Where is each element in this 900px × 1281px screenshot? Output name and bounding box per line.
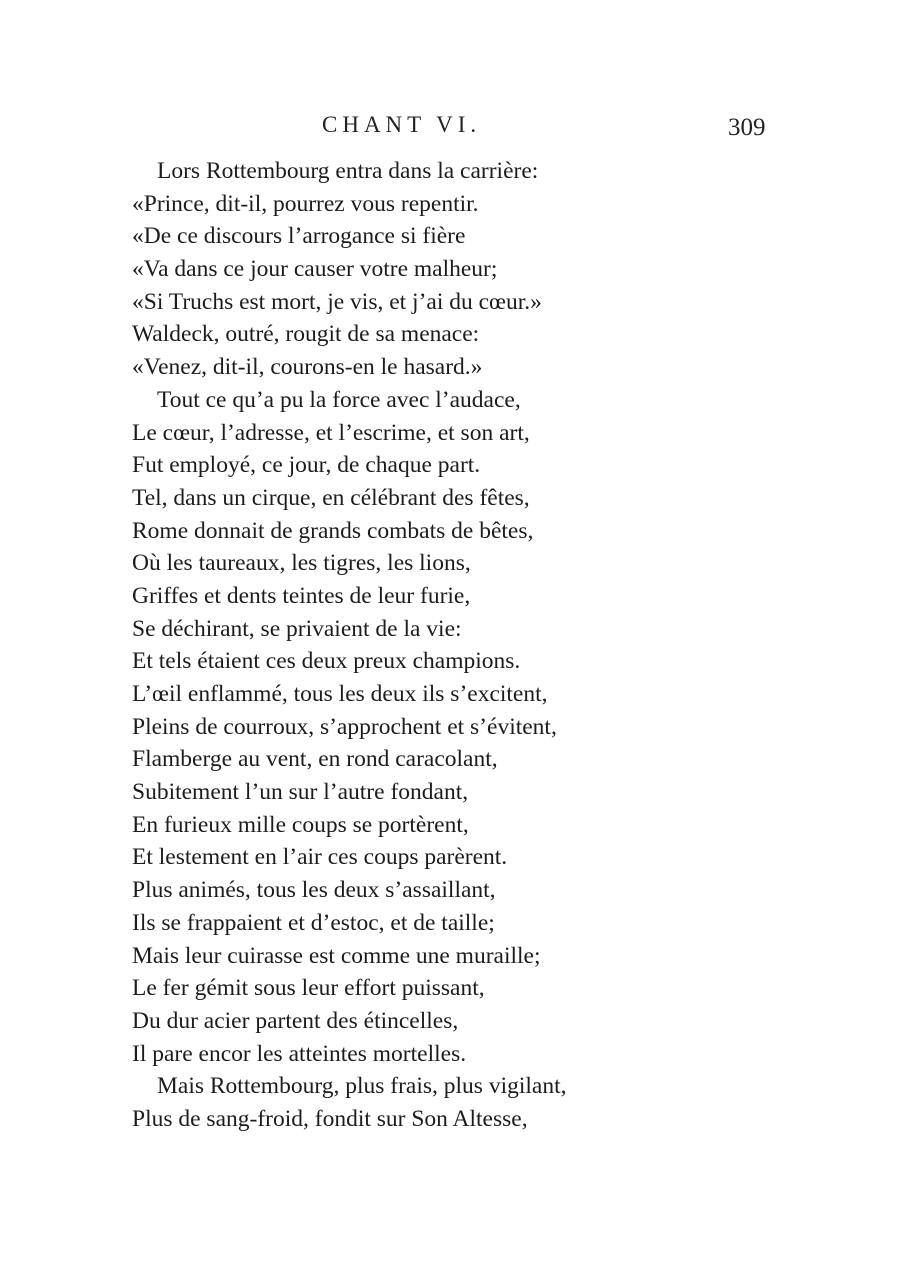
running-head: [0, 112, 900, 144]
verse-line: Pleins de courroux, s’approchent et s’évitent,: [132, 713, 557, 740]
verse-line: Plus animés, tous les deux s’assaillant,: [132, 877, 496, 904]
verse-line: Rome donnait de grands combats de bêtes,: [132, 517, 534, 544]
page-number: 309: [728, 114, 766, 141]
verse-line: Le cœur, l’adresse, et l’escrime, et son art,: [132, 419, 530, 446]
verse-line: Mais leur cuirasse est comme une muraille;: [132, 942, 541, 969]
verse-line: Lors Rottembourg entra dans la carrière:: [157, 158, 539, 184]
poem-text: [132, 155, 752, 1136]
verse-line: Subitement l’un sur l’autre fondant,: [132, 779, 469, 806]
verse-line: «Venez, dit-il, courons-en le hasard.»: [132, 354, 483, 381]
verse-line: Où les taureaux, les tigres, les lions,: [132, 550, 471, 577]
verse-line: Et lestement en l’air ces coups parèrent.: [132, 844, 508, 871]
verse-line: Waldeck, outré, rougit de sa menace:: [132, 321, 480, 348]
verse-line: Flamberge au vent, en rond caracolant,: [132, 746, 498, 773]
verse-line: «De ce discours l’arrogance si fière: [132, 223, 466, 250]
verse-line: «Si Truchs est mort, je vis, et j’ai du cœur.»: [132, 288, 542, 315]
verse-line: Tel, dans un cirque, en célébrant des fêtes,: [132, 484, 530, 511]
verse-line: Plus de sang-froid, fondit sur Son Altesse,: [132, 1105, 528, 1132]
verse-line: L’œil enflammé, tous les deux ils s’excitent,: [132, 681, 548, 707]
verse-line: Mais Rottembourg, plus frais, plus vigilant,: [157, 1073, 567, 1100]
verse-line: Du dur acier partent des étincelles,: [132, 1007, 459, 1034]
verse-line: Griffes et dents teintes de leur furie,: [132, 582, 471, 609]
verse-line: Et tels étaient ces deux preux champions.: [132, 648, 521, 675]
verse-line: En furieux mille coups se portèrent,: [132, 811, 469, 838]
chant-title: CHANT VI.: [322, 112, 482, 137]
verse-line: Fut employé, ce jour, de chaque part.: [132, 452, 481, 479]
verse-line: Tout ce qu’a pu la force avec l’audace,: [157, 386, 521, 413]
verse-line: «Prince, dit-il, pourrez vous repentir.: [132, 190, 479, 217]
verse-line: Il pare encor les atteintes mortelles.: [132, 1040, 467, 1067]
verse-line: Se déchirant, se privaient de la vie:: [132, 615, 462, 642]
verse-line: «Va dans ce jour causer votre malheur;: [132, 256, 498, 283]
verse-line: Le fer gémit sous leur effort puissant,: [132, 975, 485, 1002]
verse-line: Ils se frappaient et d’estoc, et de taille;: [132, 909, 495, 936]
